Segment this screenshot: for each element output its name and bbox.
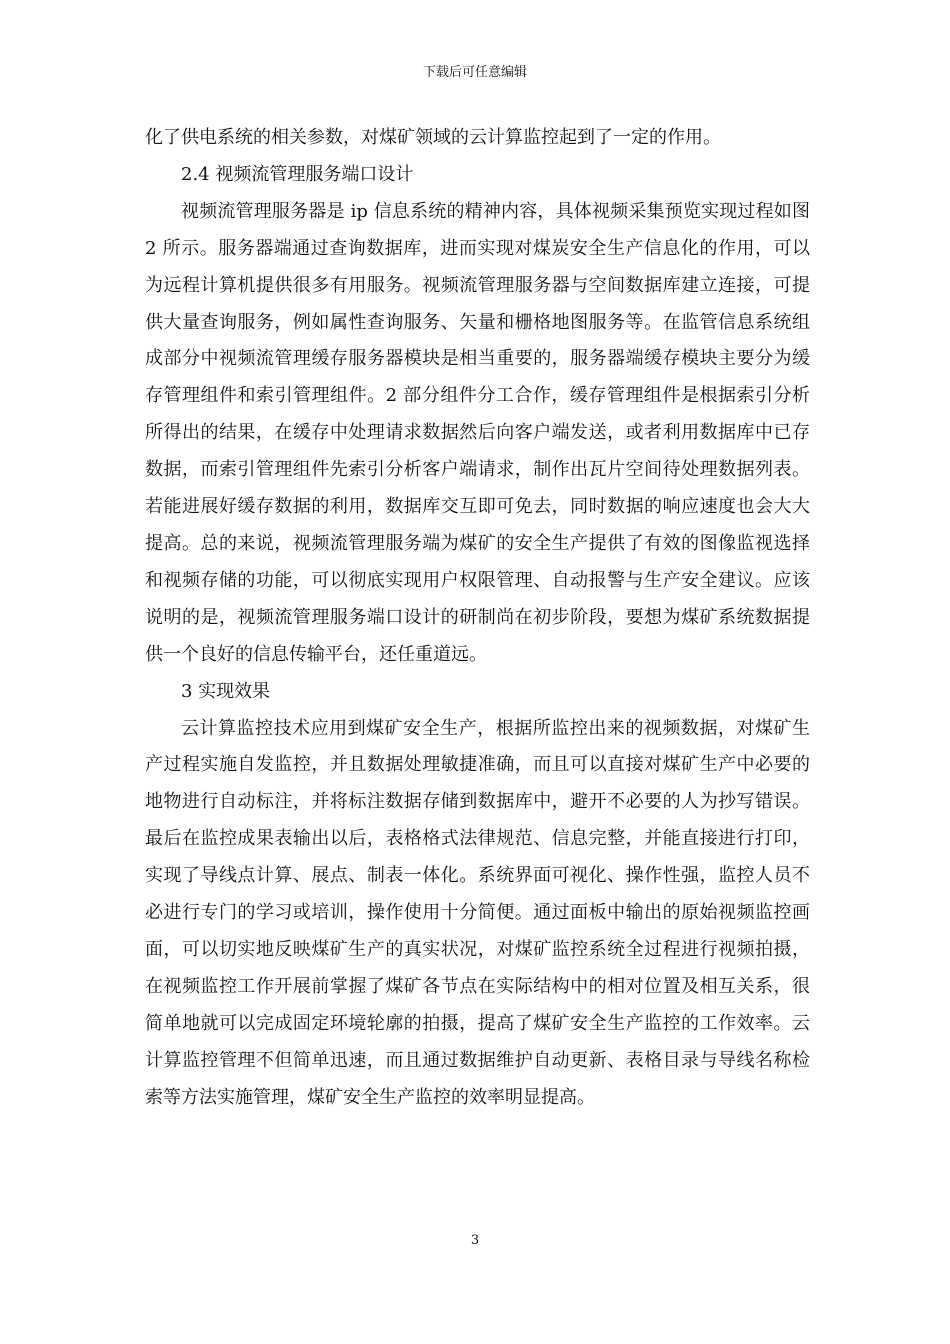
page-number: 3 xyxy=(470,1233,480,1248)
paragraph-continued: 化了供电系统的相关参数，对煤矿领域的云计算监控起到了一定的作用。 xyxy=(145,127,721,148)
page-header: 下载后可任意编辑 xyxy=(422,65,527,80)
section-heading-2-4: 2.4 视频流管理服务端口设计 xyxy=(181,163,414,185)
document-body xyxy=(145,120,810,1116)
section-heading-3: 3 实现效果 xyxy=(181,680,271,702)
paragraph-section-3: 云计算监控技术应用到煤矿安全生产，根据所监控出来的视频数据，对煤矿生产过程实施自发监控，并且数据处理敏捷准确，而且可以直接对煤矿生产中必要的地物进行自动标注，并将标注数据存储到数据库中，避开不必要的人为抄写错误。最后在监控成果表输出以后，表格格式法律规范、信息完整，并能直接进行打印，实现了导线点计算、展点、制表一体化。系统界面可视化、操作性强，监控人员不必进行专门的学习或培训，操作使用十分简便。通过面板中输出的原始视频监控画面，可以切实地反映煤矿生产的真实状况，对煤矿监控系统全过程进行视频拍摄，在视频监控工作开展前掌握了煤矿各节点在实际结构中的相对位置及相互关系，很简单地就可以完成固定环境轮廓的拍摄，提高了煤矿安全生产监控的工作效率。云计算监控管理不但简单迅速，而且通过数据维护自动更新、表格目录与导线名称检索等方法实施管理，煤矿安全生产监控的效率明显提高。 xyxy=(145,717,810,1108)
paragraph-section-2-4: 视频流管理服务器是 ip 信息系统的精神内容，具体视频采集预览实现过程如图 2 所示。服务器端通过查询数据库，进而实现对煤炭安全生产信息化的作用，可以为远程计算机提供很多有用服务。视频流管理服务器与空间数据库建立连接，可提供大量查询服务，例如属性查询服务、矢量和栅格地图服务等。在监管信息系统组成部分中视频流管理缓存服务器模块是相当重要的，服务器端缓存模块主要分为缓存管理组件和索引管理组件。2 部分组件分工合作，缓存管理组件是根据索引分析所得出的结果，在缓存中处理请求数据然后向客户端发送，或者利用数据库中已存数据，而索引管理组件先索引分析客户端请求，制作出瓦片空间待处理数据列表。若能进展好缓存数据的利用，数据库交互即可免去，同时数据的响应速度也会大大提高。总的来说，视频流管理服务端为煤矿的安全生产提供了有效的图像监视选择和视频存储的功能，可以彻底实现用户权限管理、自动报警与生产安全建议。应该说明的是，视频流管理服务端口设计的研制尚在初步阶段，要想为煤矿系统数据提供一个良好的信息传输平台，还任重道远。 xyxy=(145,200,810,665)
